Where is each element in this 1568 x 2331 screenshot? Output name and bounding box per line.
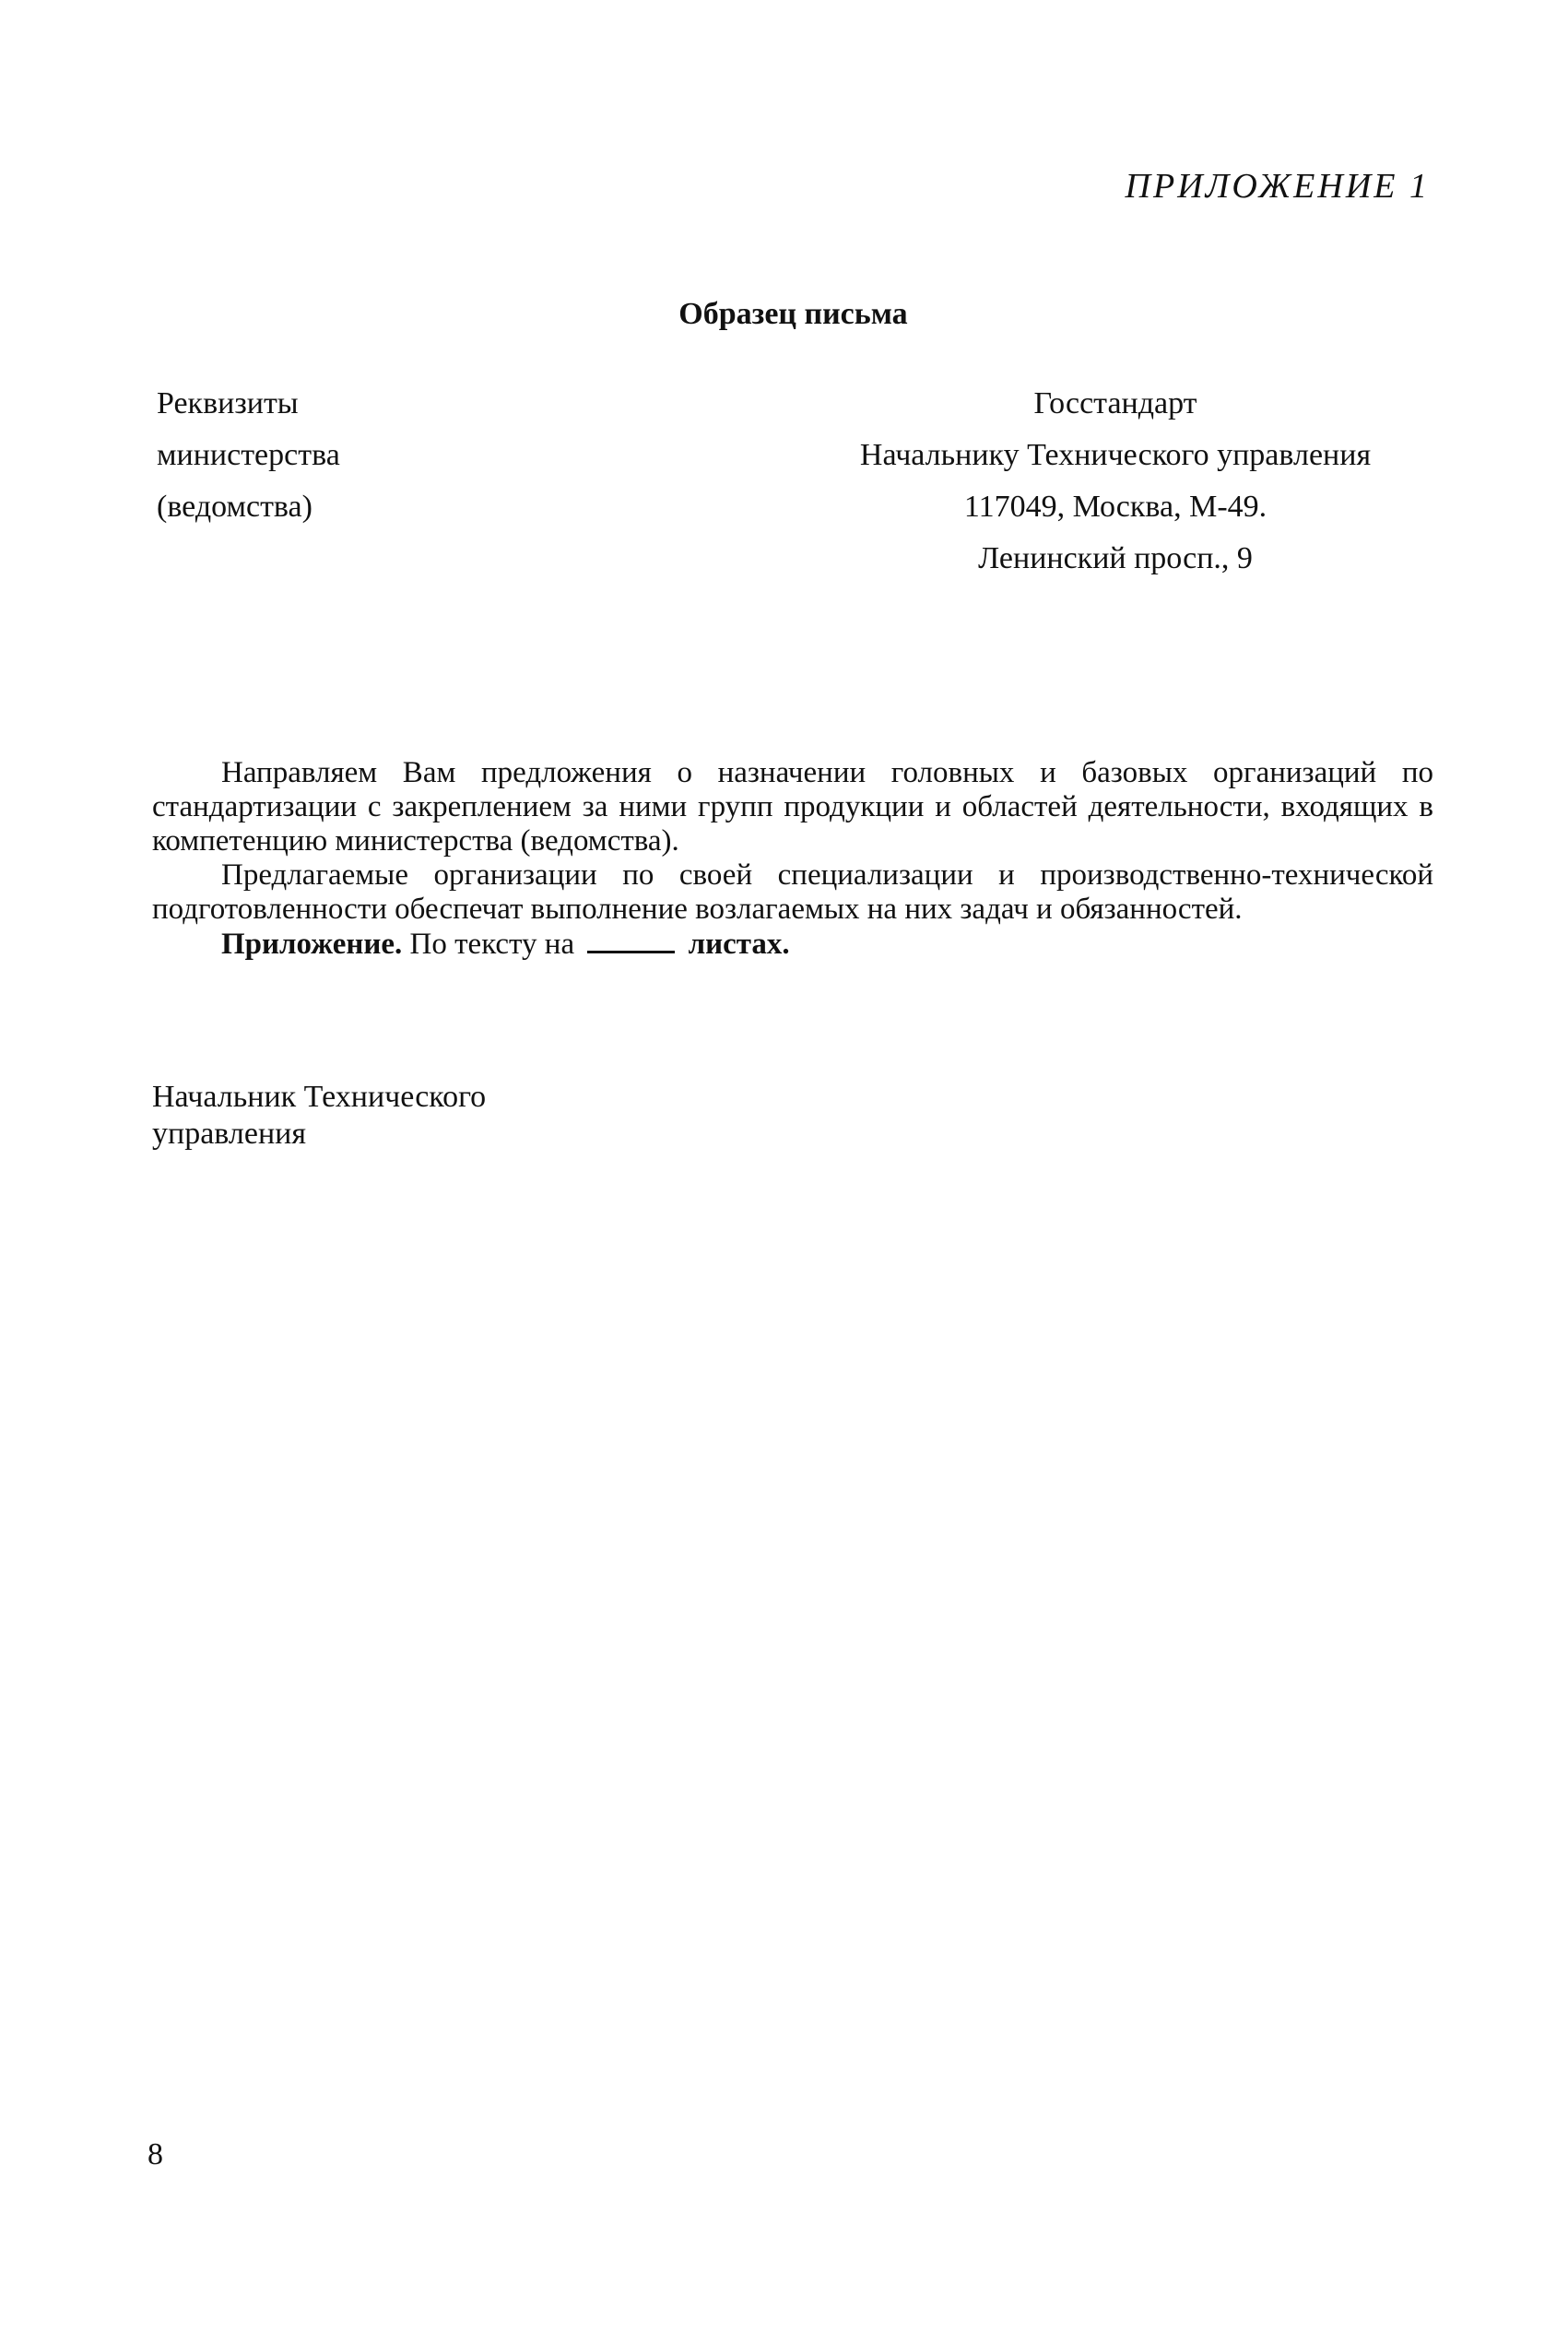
- sender-line: министерства: [157, 438, 340, 472]
- signature-line: Начальник Технического: [152, 1080, 487, 1114]
- recipient-block: [802, 378, 1429, 585]
- attachment-label: Приложение.: [221, 928, 403, 961]
- sender-line: (ведомства): [157, 490, 312, 524]
- recipient-line: 117049, Москва, М-49.: [963, 490, 1267, 524]
- signature-block: [152, 1079, 486, 1153]
- recipient-line: Ленинский просп., 9: [978, 541, 1253, 575]
- sender-block: [157, 378, 340, 533]
- attachment-line: [152, 927, 1433, 962]
- signature-line: управления: [152, 1117, 306, 1151]
- body-paragraph: Предлагаемые организации по своей специализации и производственно-технической подготовленности обеспечат выполнение возлагаемых на них задач и обязанностей.: [152, 858, 1433, 926]
- appendix-label: ПРИЛОЖЕНИЕ 1: [1125, 167, 1430, 206]
- recipient-line: Госстандарт: [1033, 386, 1197, 420]
- recipient-line: Начальнику Технического управления: [859, 438, 1372, 472]
- page-number: 8: [147, 2137, 163, 2171]
- body-paragraph: Направляем Вам предложения о назначении головных и базовых организаций по стандартизации с закреплением за ними групп продукции и областей деятельности, входящих в компетенцию министерства (ведомства).: [152, 756, 1433, 858]
- blank-field-line: [587, 927, 675, 953]
- document-title: Образец письма: [678, 297, 908, 331]
- attachment-text: По тексту на: [409, 928, 575, 961]
- attachment-suffix: листах.: [688, 928, 790, 961]
- letter-body: [152, 756, 1433, 962]
- sender-line: Реквизиты: [157, 386, 299, 420]
